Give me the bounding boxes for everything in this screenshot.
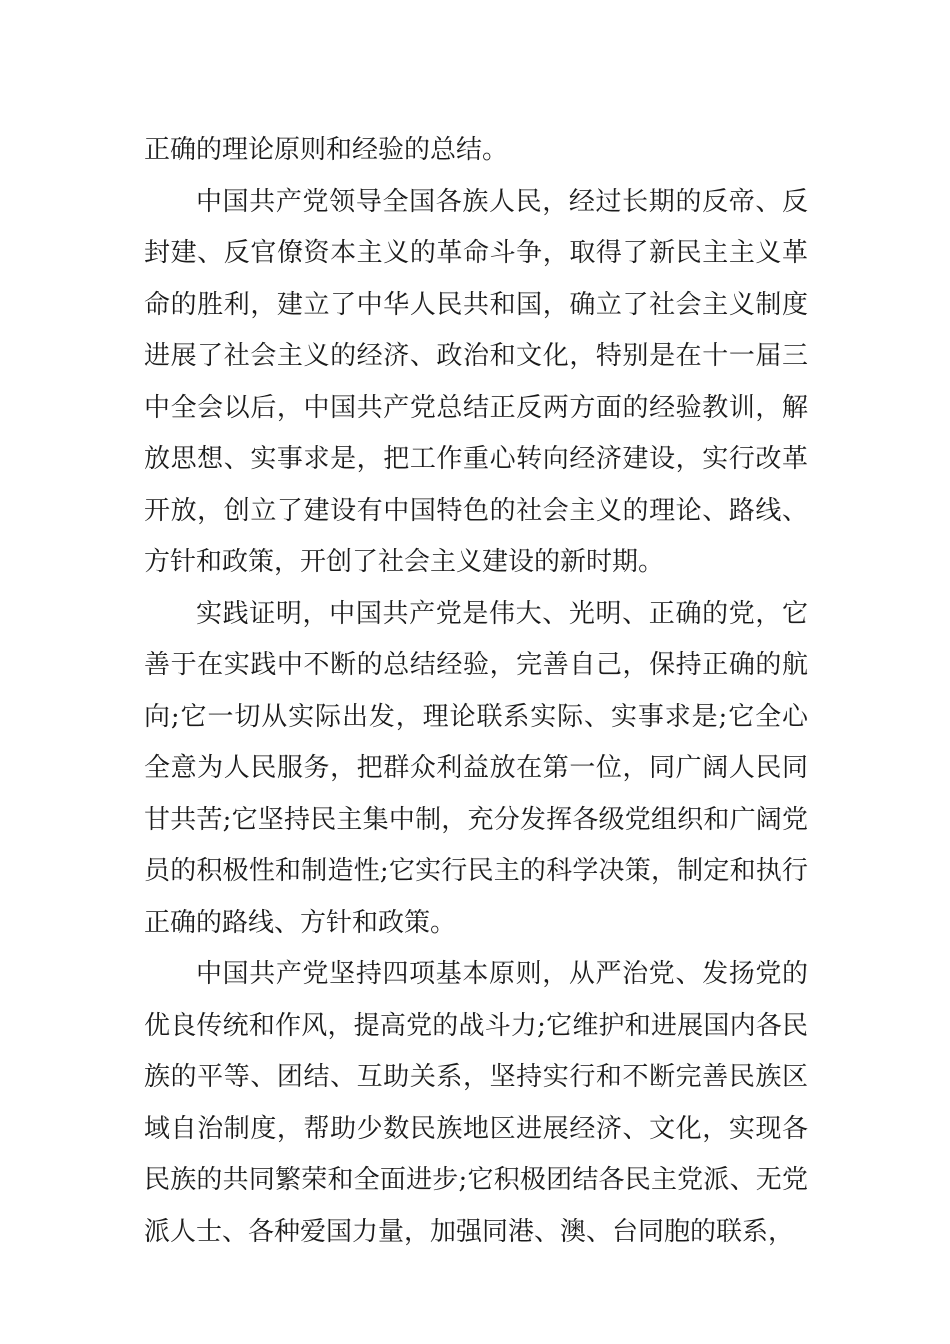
paragraph-continued: 正确的理论原则和经验的总结。 — [144, 135, 509, 165]
body-text — [144, 125, 808, 1258]
paragraph-revolution-history: 中国共产党领导全国各族人民，经过长期的反帝、反封建、反官僚资本主义的革命斗争，取得了新民主主义革命的胜利，建立了中华人民共和国，确立了社会主义制度进展了社会主义的经济、政治和文化，特别是在十一届三中全会以后，中国共产党总结正反两方面的经验教训，解放思想、实事求是，把工作重心转向经济建设，实行改革开放，创立了建设有中国特色的社会主义的理论、路线、方针和政策，开创了社会主义建设的新时期。 — [144, 186, 808, 577]
paragraph-four-principles: 中国共产党坚持四项基本原则，从严治党、发扬党的优良传统和作风，提高党的战斗力;它维护和进展国内各民族的平等、团结、互助关系，坚持实行和不断完善民族区域自治制度，帮助少数民族地区进展经济、文化，实现各民族的共同繁荣和全面进步;它积极团结各民主党派、无党派人士、各种爱国力量，加强同港、澳、台同胞的联系， — [144, 959, 808, 1247]
paragraph-practice-proves: 实践证明，中国共产党是伟大、光明、正确的党，它善于在实践中不断的总结经验，完善自己，保持正确的航向;它一切从实际出发，理论联系实际、实事求是;它全心全意为人民服务，把群众利益放在第一位，同广阔人民同甘共苦;它坚持民主集中制，充分发挥各级党组织和广阔党员的积极性和制造性;它实行民主的科学决策，制定和执行正确的路线、方针和政策。 — [144, 598, 808, 938]
